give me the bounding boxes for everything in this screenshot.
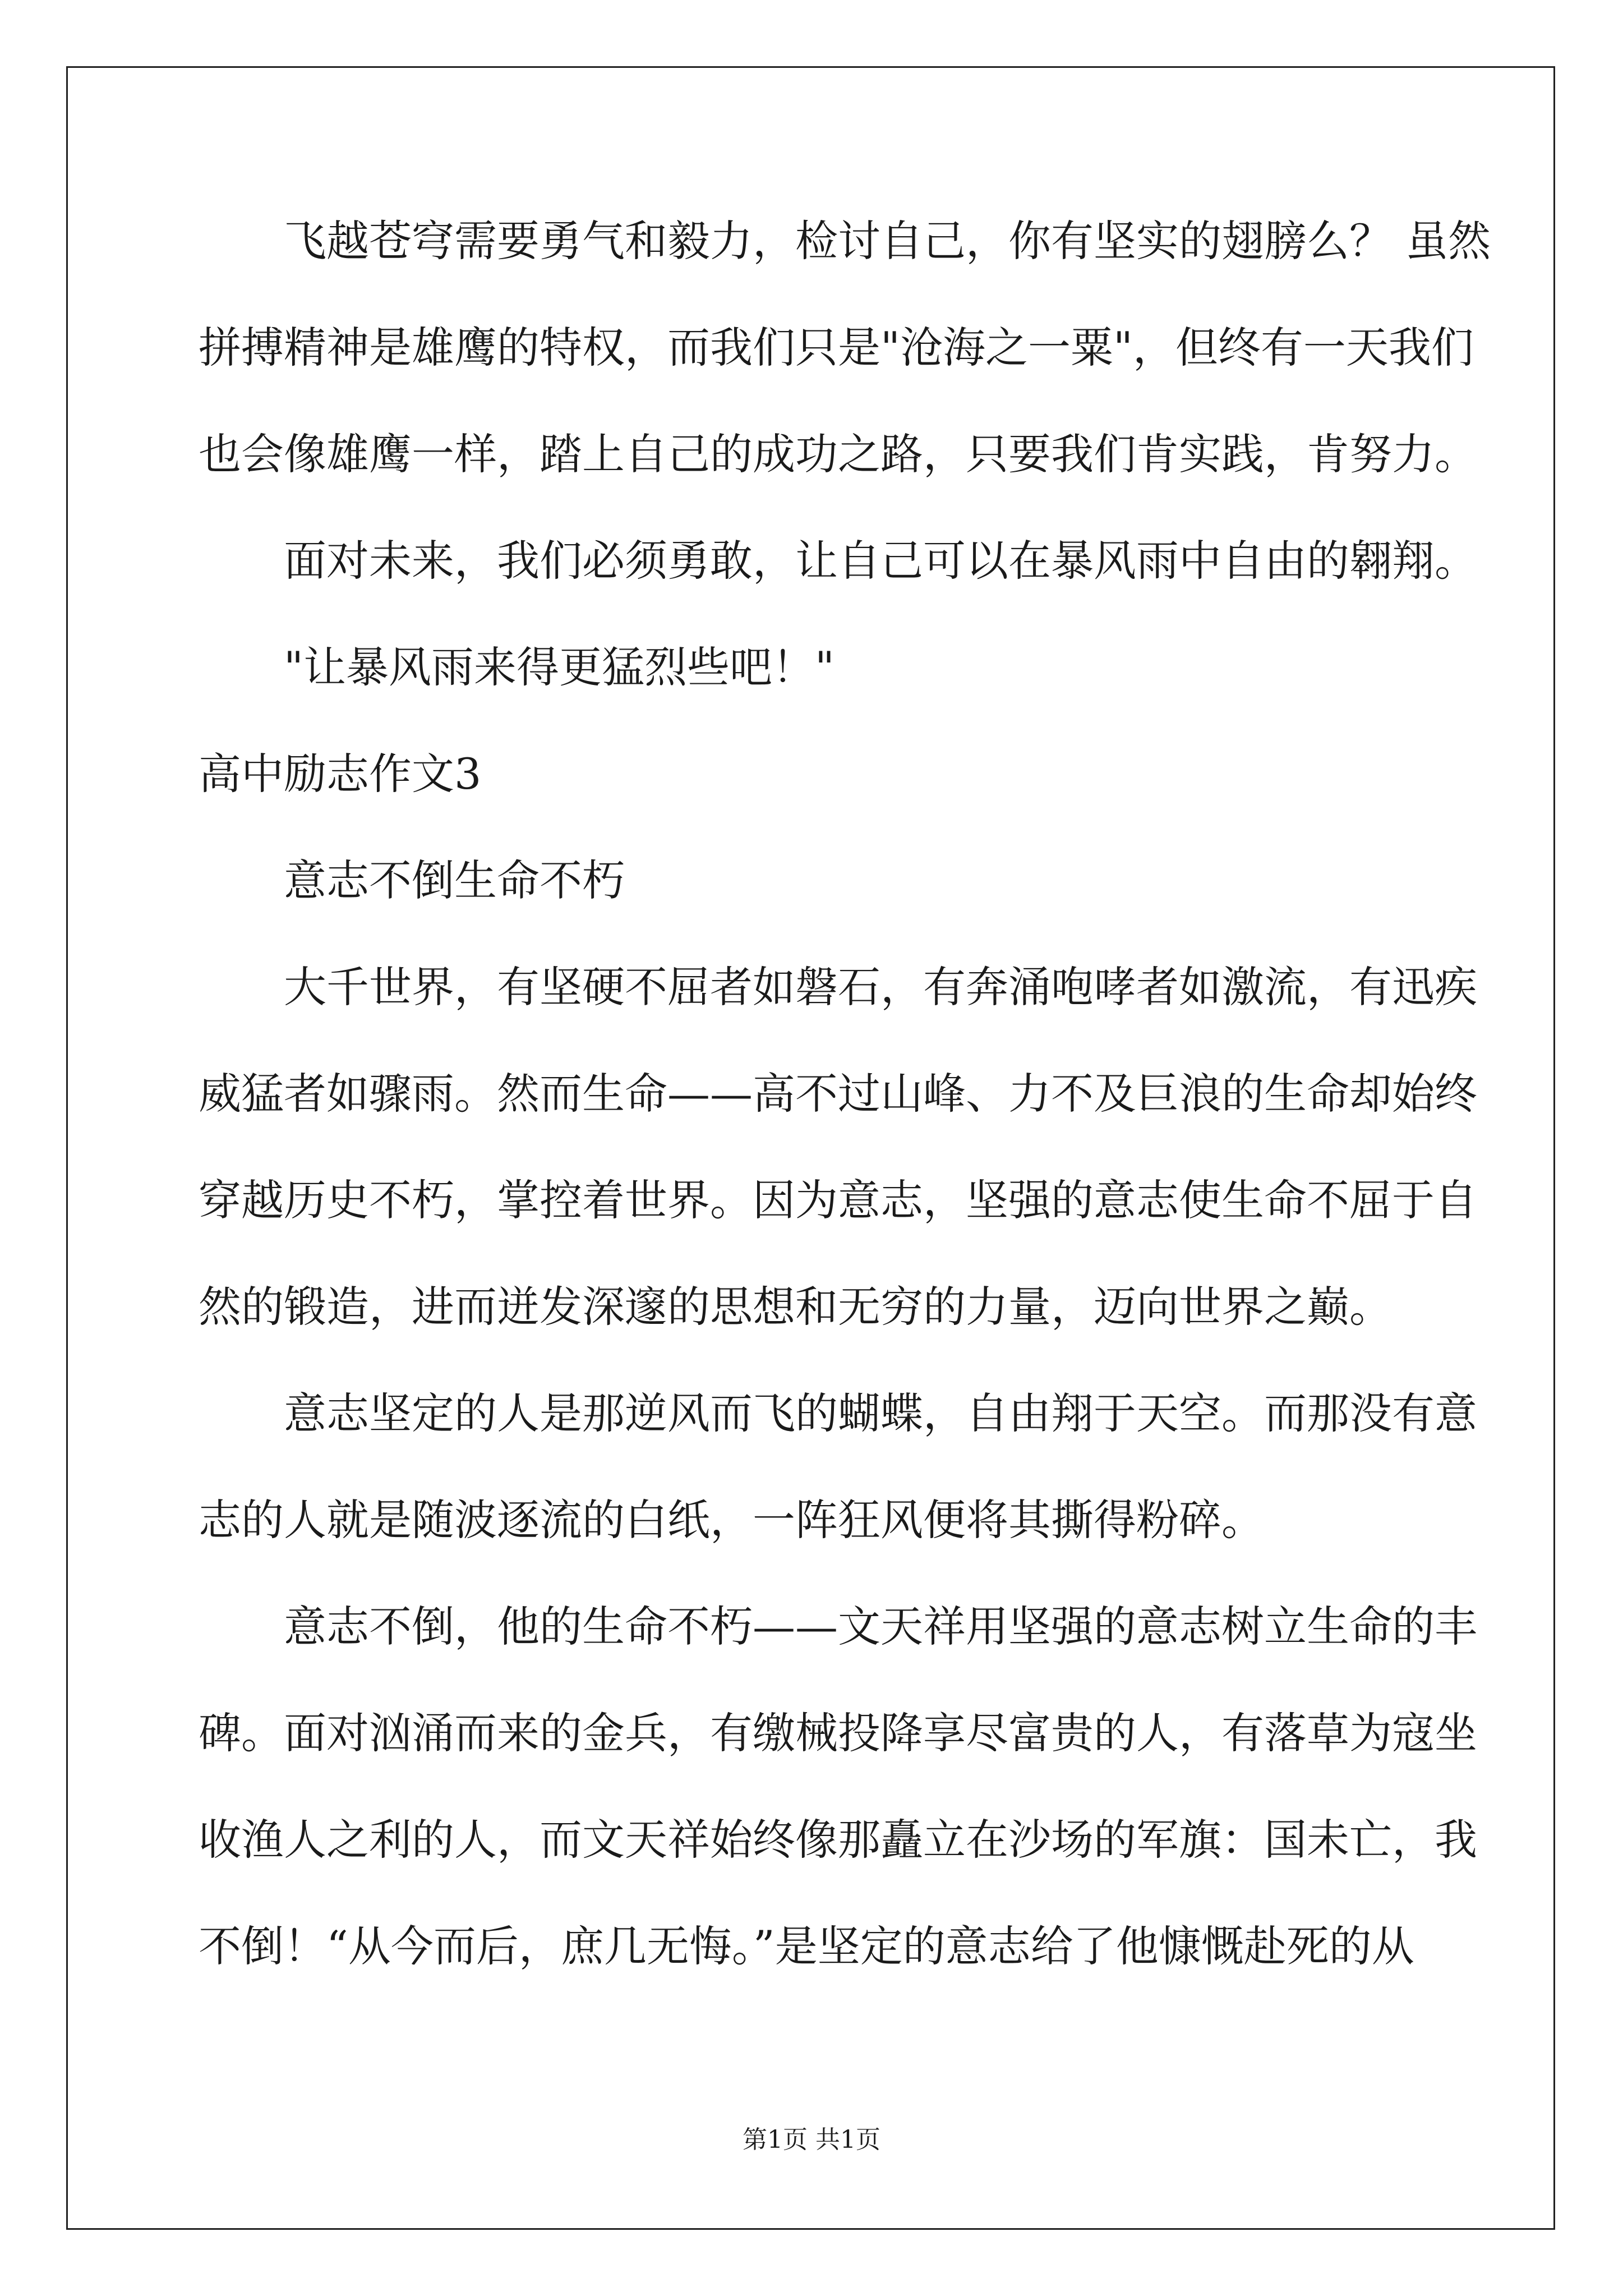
- paragraph-line: 志的人就是随波逐流的白纸，一阵狂风便将其撕得粉碎。: [199, 1495, 1264, 1545]
- section-heading: 高中励志作文3: [199, 749, 482, 799]
- paragraph-line: 收渔人之利的人，而文天祥始终像那矗立在沙场的军旗：国未亡，我: [199, 1815, 1477, 1865]
- quote-line: "让暴风雨来得更猛烈些吧！": [284, 642, 834, 692]
- paragraph-line: 不倒！“从今而后，庶几无悔。”是坚定的意志给了他慷慨赴死的从: [199, 1921, 1414, 1971]
- paragraph-line: 大千世界，有坚硬不屈者如磐石，有奔涌咆哮者如激流，有迅疾: [284, 962, 1477, 1012]
- paragraph-line: 意志不倒，他的生命不朽——文天祥用坚强的意志树立生命的丰: [284, 1602, 1477, 1651]
- paragraph-line: 意志坚定的人是那逆风而飞的蝴蝶，自由翔于天空。而那没有意: [284, 1388, 1477, 1438]
- paragraph-line: 然的锻造，进而迸发深邃的思想和无穷的力量，迈向世界之巅。: [199, 1282, 1392, 1332]
- page-footer: 第1页 共1页: [743, 2125, 880, 2154]
- paragraph-line: 碑。面对汹涌而来的金兵，有缴械投降享尽富贵的人，有落草为寇坐: [199, 1708, 1477, 1758]
- page-border: [66, 66, 1555, 2230]
- paragraph-line: 穿越历史不朽，掌控着世界。因为意志，坚强的意志使生命不屈于自: [199, 1175, 1477, 1225]
- paragraph-line: 飞越苍穹需要勇气和毅力，检讨自己，你有坚实的翅膀么？ 虽然: [284, 216, 1491, 266]
- paragraph-line: 面对未来，我们必须勇敢，让自己可以在暴风雨中自由的翱翔。: [284, 536, 1477, 586]
- paragraph-line: 也会像雄鹰一样，踏上自己的成功之路，只要我们肯实践，肯努力。: [199, 429, 1477, 479]
- paragraph-line: 拼搏精神是雄鹰的特权，而我们只是"沧海之一粟"，但终有一天我们: [199, 323, 1474, 372]
- paragraph-line: 威猛者如骤雨。然而生命——高不过山峰、力不及巨浪的生命却始终: [199, 1069, 1477, 1119]
- essay-title: 意志不倒生命不朽: [284, 855, 625, 905]
